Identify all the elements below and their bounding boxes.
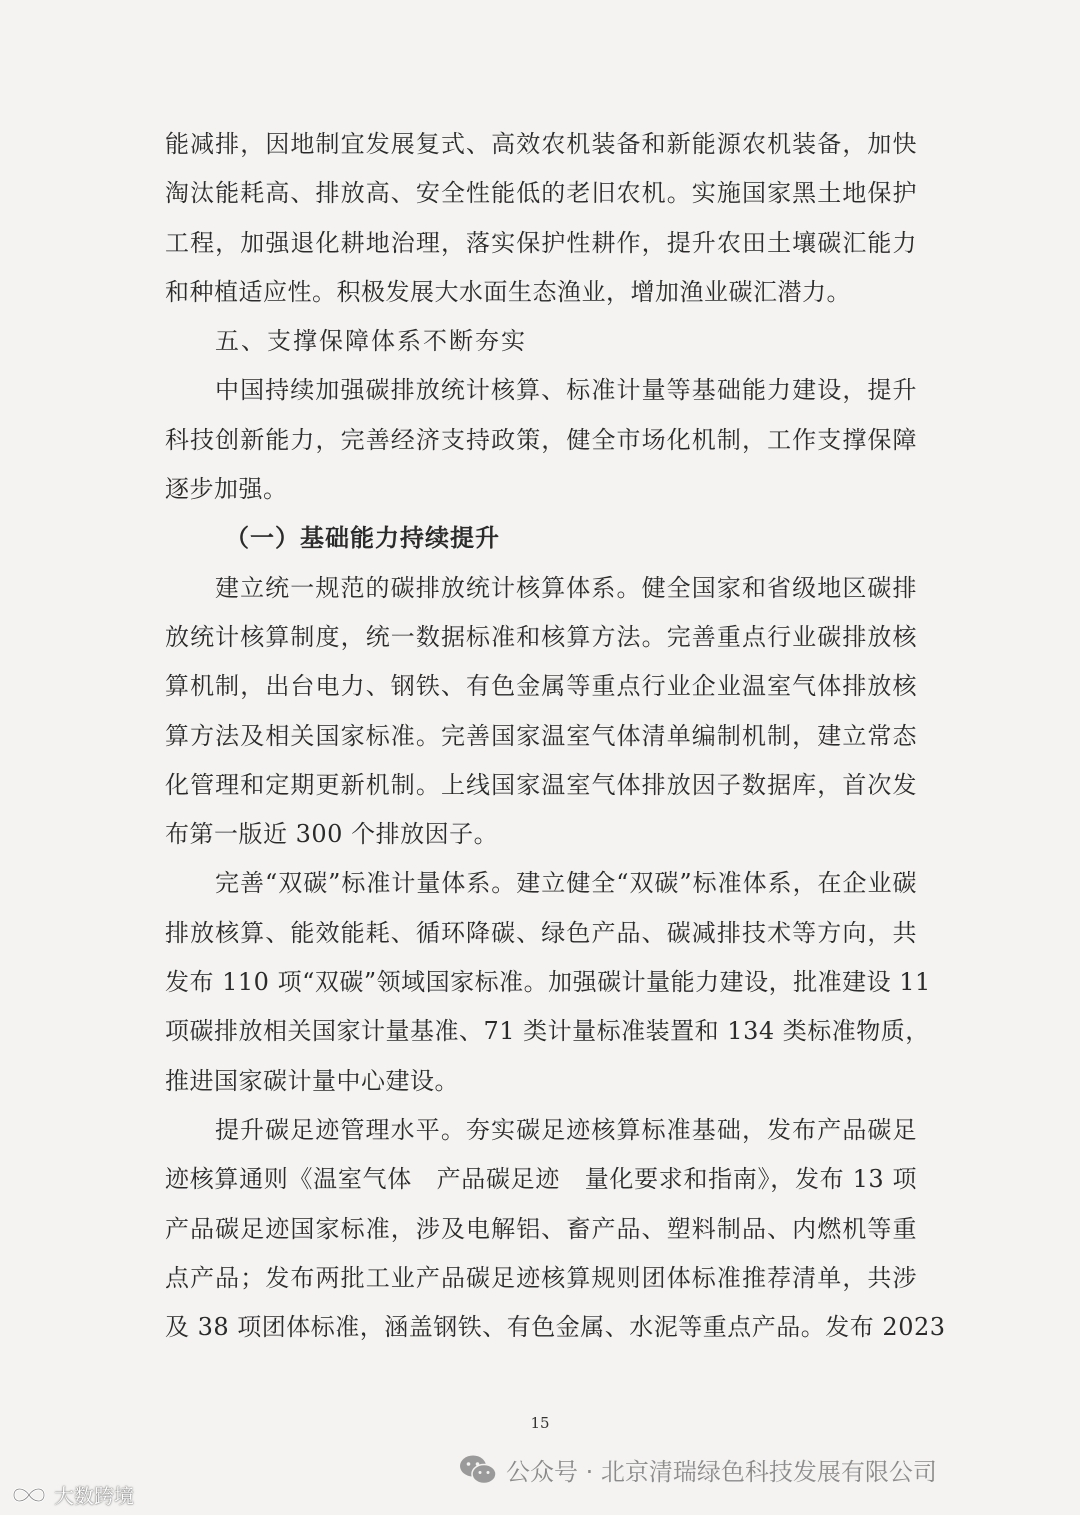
wechat-icon (458, 1453, 498, 1487)
text-line: 算方法及相关国家标准。完善国家温室气体清单编制机制，建立常态 (165, 721, 917, 750)
subsection-heading: （一）基础能力持续提升 (225, 524, 500, 553)
text-line: 能减排，因地制宜发展复式、高效农机装备和新能源农机装备，加快 (165, 130, 917, 158)
text-line: 中国持续加强碳排放统计核算、标准计量等基础能力建设，提升 (215, 376, 917, 405)
watermark-text: 公众号 · 北京清瑞绿色科技发展有限公司 (506, 1458, 937, 1486)
text-line: 点产品；发布两批工业产品碳足迹核算规则团体标准推荐清单，共涉 (165, 1263, 917, 1292)
text-line: 及 38 项团体标准，涵盖钢铁、有色金属、水泥等重点产品。发布 2023 (165, 1313, 946, 1342)
text-line: 排放核算、能效能耗、循环降碳、绿色产品、碳减排技术等方向，共 (165, 918, 917, 947)
text-line: 化管理和定期更新机制。上线国家温室气体排放因子数据库，首次发 (165, 770, 917, 799)
text-line: 迹核算通则《温室气体 产品碳足迹 量化要求和指南》，发布 13 项 (165, 1165, 917, 1194)
infinity-logo-icon (8, 1483, 50, 1507)
text-line: 发布 110 项“双碳”领域国家标准。加强碳计量能力建设，批准建设 11 (165, 968, 931, 997)
text-line: 产品碳足迹国家标准，涉及电解铝、畜产品、塑料制品、内燃机等重 (165, 1214, 917, 1243)
text-line: 逐步加强。 (165, 475, 288, 504)
text-line: 建立统一规范的碳排放统计核算体系。健全国家和省级地区碳排 (215, 573, 917, 602)
text-line: 布第一版近 300 个排放因子。 (165, 820, 499, 849)
text-line: 算机制，出台电力、钢铁、有色金属等重点行业企业温室气体排放核 (165, 672, 917, 701)
page-number: 15 (530, 1414, 550, 1432)
text-line: 项碳排放相关国家计量基准、71 类计量标准装置和 134 类标准物质， (165, 1017, 930, 1046)
text-line: 推进国家碳计量中心建设。 (165, 1066, 459, 1095)
text-line: 放统计核算制度，统一数据标准和核算方法。完善重点行业碳排放核 (165, 622, 917, 651)
text-line: 科技创新能力，完善经济支持政策，健全市场化机制，工作支撑保障 (165, 425, 917, 454)
text-line: 完善“双碳”标准计量体系。建立健全“双碳”标准体系，在企业碳 (215, 869, 917, 898)
section-heading: 五、支撑保障体系不断夯实 (215, 327, 527, 356)
corner-logo-text: 大数跨境 (54, 1484, 134, 1508)
wechat-watermark (458, 1452, 937, 1487)
text-line: 和种植适应性。积极发展大水面生态渔业，增加渔业碳汇潜力。 (165, 277, 851, 306)
text-line: 淘汰能耗高、排放高、安全性能低的老旧农机。实施国家黑土地保护 (165, 179, 917, 208)
document-body (165, 120, 946, 1352)
text-line: 提升碳足迹管理水平。夯实碳足迹核算标准基础，发布产品碳足 (215, 1115, 917, 1144)
corner-logo (8, 1480, 134, 1509)
text-line: 工程，加强退化耕地治理，落实保护性耕作，提升农田土壤碳汇能力 (165, 228, 917, 257)
